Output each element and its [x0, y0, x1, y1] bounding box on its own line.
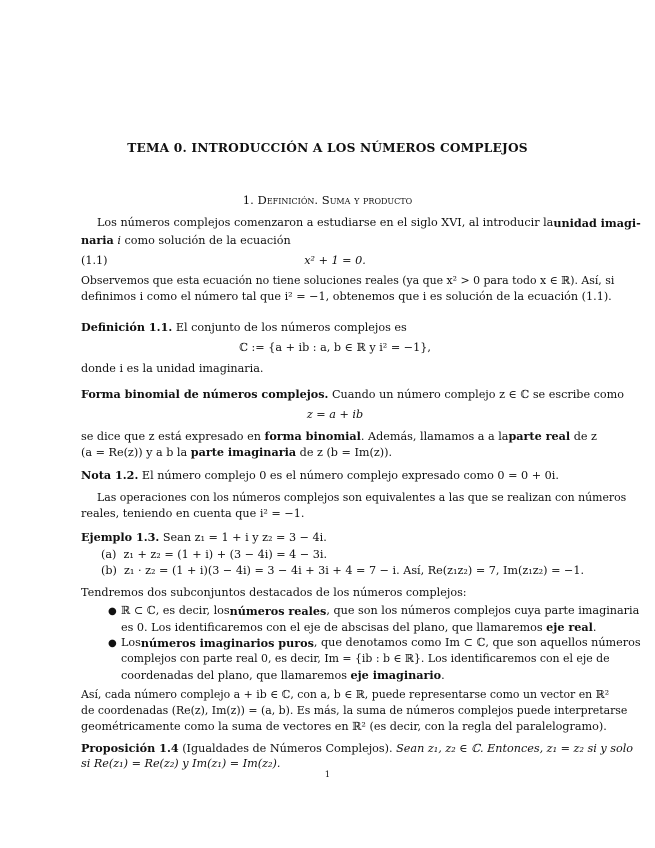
example-item-a-text: z₁ + z₂ = (1 + i) + (3 − 4i) = 4 − 3i. [123, 548, 328, 561]
operations-line-2: reales, teniendo en cuenta que i² = −1. [81, 507, 305, 520]
subset-imag-axis-term: eje imaginario [350, 668, 442, 682]
subset-real-line-2-a: es 0. Los identificaremos con el eje de abscisas del plano, que llamaremos [121, 621, 543, 634]
binomial-line-1-b: forma binomial [264, 429, 361, 443]
binomial-line-2-b: parte imaginaria [190, 445, 297, 459]
example-label: Ejemplo 1.3. [81, 530, 160, 544]
proposition-1-4 [81, 741, 634, 756]
subset-real-line-1 [121, 604, 640, 618]
binomial-line-1-e: de z [573, 430, 597, 443]
example-item-a [101, 548, 609, 562]
note-label: Nota 1.2. [81, 468, 139, 482]
binomial-line-2-c: de z (b = Im(z)). [299, 446, 393, 459]
subset-real-text-a: ℝ ⊂ ℂ, es decir, los [121, 604, 230, 617]
section-title: Definición. Suma y producto [257, 193, 413, 207]
binomial-formula: z = a + ib [306, 408, 364, 421]
example-item-b [101, 564, 609, 578]
definition-text: El conjunto de los números complejos es [175, 321, 407, 334]
subset-imag-text-a: Los [121, 636, 141, 649]
binomial-text: Cuando un número complejo z ∈ ℂ se escribe como [332, 388, 624, 401]
equation-label: (1.1) [81, 254, 108, 267]
subset-real-line-2 [121, 620, 597, 635]
binomial-line-1-c: . Además, llamamos a a la [360, 430, 509, 443]
binomial-line-1 [81, 429, 597, 444]
definition-formula: ℂ := {a + ib : a, b ∈ ℝ y i² = −1}, [239, 341, 431, 354]
subset-imag-term: números imaginarios puros [140, 636, 314, 650]
intro-line-1 [97, 216, 641, 230]
subset-imag-line-3-a: coordenadas del plano, que llamaremos [121, 669, 347, 682]
intro-bold-term: unidad imagi- [553, 216, 641, 230]
intro-text: Los números complejos comenzaron a estudiarse en el siglo XVI, al introducir la [97, 216, 554, 229]
subset-imag-line-2: complejos con parte real 0, es decir, Im = {ib : b ∈ ℝ}. Los identificaremos con el eje de [121, 652, 610, 665]
intro-text-end: como solución de la ecuación [124, 234, 291, 247]
bullet-icon: ● [108, 638, 117, 649]
vector-line-1: Así, cada número complejo a + ib ∈ ℂ, con a, b ∈ ℝ, puede representarse como un vector en ℝ² [81, 688, 610, 701]
binomial-line-1-d: parte real [508, 429, 571, 443]
binomial-line-2 [81, 445, 589, 460]
example-item-b-text: z₁ · z₂ = (1 + i)(3 − 4i) = 3 − 4i + 3i + 4 = 7 − i. Así, Re(z₁z₂) = 7, Im(z₁z₂) = −1. [124, 564, 585, 577]
subset-imag-text-c: , que denotamos como Im ⊂ ℂ, que son aquellos números [313, 636, 641, 649]
operations-line-1: Las operaciones con los números complejos son equivalentes a las que se realizan con números [97, 491, 627, 504]
binomial-line-1-a: se dice que z está expresado en [81, 430, 261, 443]
equation-1-1: x² + 1 = 0. [304, 254, 366, 267]
note-1-2 [81, 468, 589, 483]
section-heading [0, 193, 655, 207]
binomial-heading [81, 387, 624, 402]
example-text: Sean z₁ = 1 + i y z₂ = 3 − 4i. [162, 531, 327, 544]
example-item-a-label: (a) [101, 548, 117, 561]
binomial-line-2-a: (a = Re(z)) y a b la [81, 446, 188, 459]
proposition-label: Proposición 1.4 [81, 741, 179, 755]
definition-1-1 [81, 320, 589, 335]
subset-real-text-c: , que son los números complejos cuya parte imaginaria [326, 604, 640, 617]
subset-real-term: números reales [229, 604, 327, 618]
definition-after: donde i es la unidad imaginaria. [81, 362, 264, 375]
subset-imag-line-1 [121, 636, 641, 650]
example-1-3 [81, 530, 589, 545]
intro-line-2: naria i como solución de la ecuación [81, 233, 291, 247]
note-text: El número complejo 0 es el número complejo expresado como 0 = 0 + 0i. [141, 469, 559, 482]
observation-line-1: Observemos que esta ecuación no tiene soluciones reales (ya que x² > 0 para todo x ∈ ℝ). Así, si [81, 274, 615, 287]
proposition-paren: (Igualdades de Números Complejos). [182, 742, 393, 755]
bullet-icon: ● [108, 606, 117, 617]
binomial-label: Forma binomial de números complejos. [81, 387, 329, 401]
subset-imag-line-3-c: . [441, 669, 445, 682]
observation-line-2: definimos i como el número tal que i² = −1, obtenemos que i es solución de la ecuación (1.1). [81, 290, 612, 303]
subset-imag-line-3 [121, 668, 589, 683]
example-item-b-label: (b) [101, 564, 117, 577]
intro-bold-term-end: naria [81, 233, 114, 247]
vector-line-3: geométricamente como la suma de vectores en ℝ² (es decir, con la regla del paralelogramo). [81, 720, 607, 733]
section-number: 1. [242, 193, 254, 207]
page-number: 1 [324, 770, 331, 780]
proposition-text-2: si Re(z₁) = Re(z₂) y Im(z₁) = Im(z₂). [81, 757, 281, 770]
subset-real-axis-term: eje real [546, 620, 593, 634]
subset-real-line-2-c: . [592, 621, 597, 634]
vector-line-2: de coordenadas (Re(z), Im(z)) = (a, b). Es más, la suma de números complejos puede interpretarse [81, 704, 628, 717]
subsets-intro: Tendremos dos subconjuntos destacados de los números complejos: [81, 586, 467, 599]
definition-label: Definición 1.1. [81, 320, 173, 334]
page-title: TEMA 0. INTRODUCCIÓN A LOS NÚMEROS COMPLEJOS [127, 141, 528, 155]
proposition-text-1: Sean z₁, z₂ ∈ ℂ. Entonces, z₁ = z₂ si y solo [396, 742, 634, 755]
